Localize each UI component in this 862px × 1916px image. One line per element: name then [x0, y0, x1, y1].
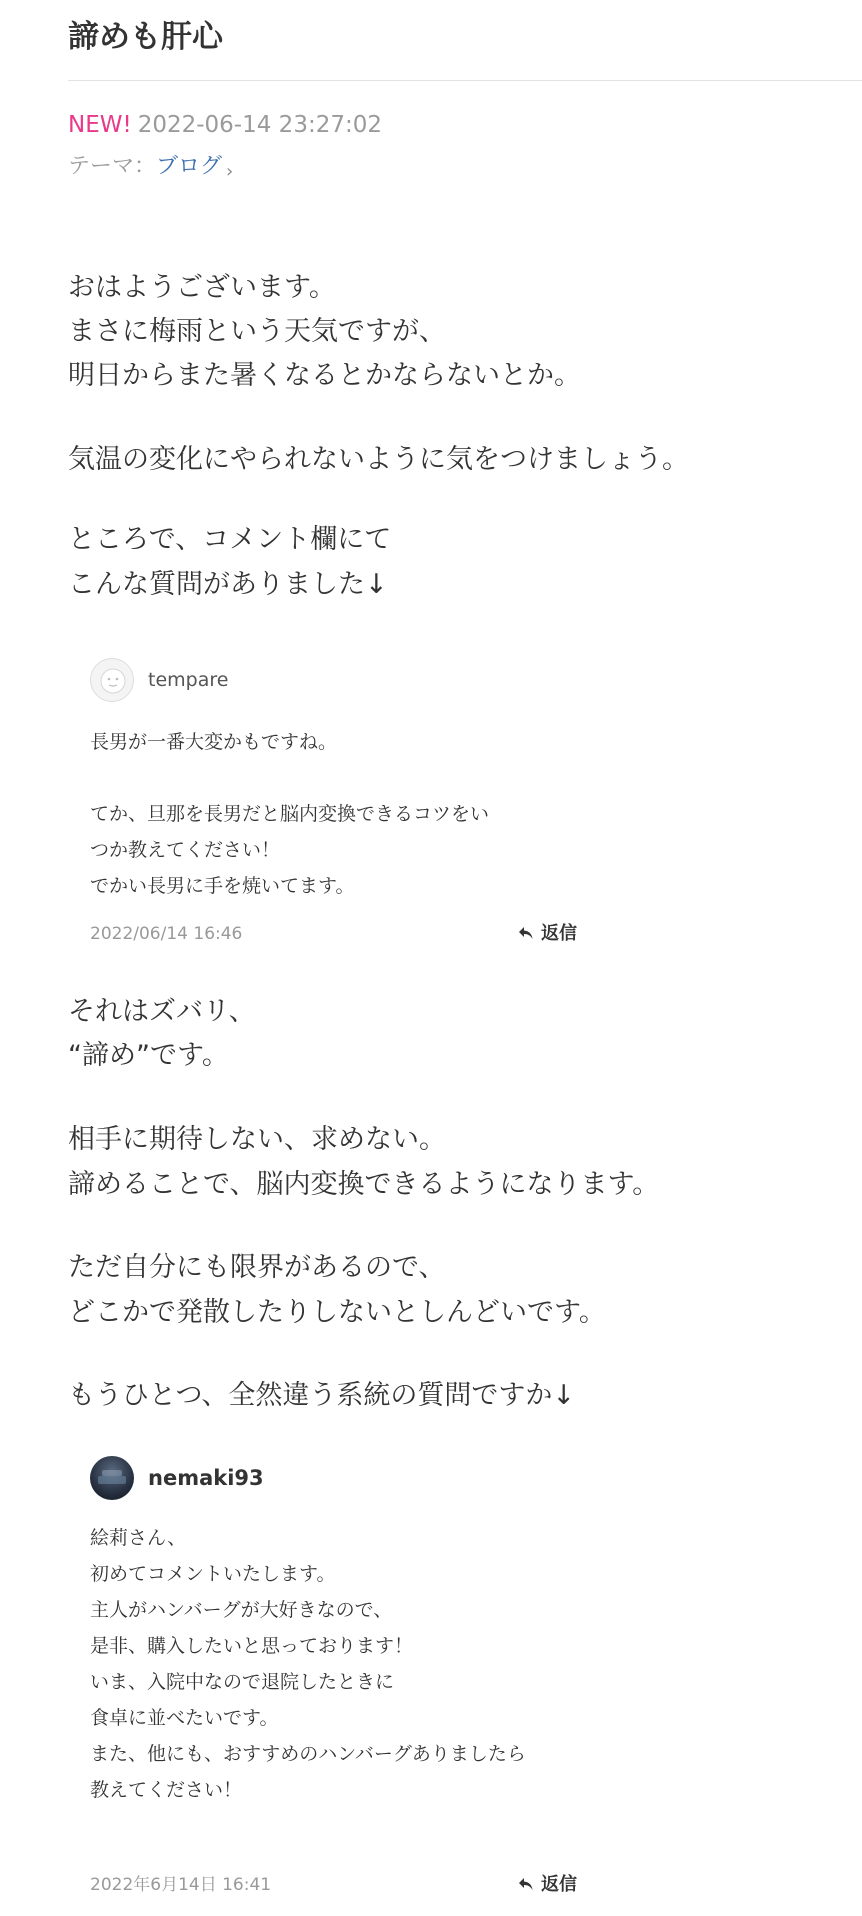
- body-text-line: まさに梅雨という天気ですが、: [68, 316, 446, 347]
- comment-line: 是非、購入したいと思っております！: [90, 1635, 414, 1657]
- article-title: 諦めも肝心: [68, 19, 223, 55]
- comment-line: つか教えてください！: [90, 839, 281, 861]
- reply-button[interactable]: [517, 921, 577, 947]
- reply-icon: [517, 924, 535, 942]
- reply-button[interactable]: [517, 1872, 577, 1898]
- comment-author[interactable]: tempare: [148, 669, 229, 691]
- article-datetime: 2022-06-14 23:27:02: [137, 112, 382, 138]
- body-text-line: 諦めることで、脳内変換できるようになります。: [68, 1169, 660, 1200]
- reply-label: 返信: [541, 1874, 577, 1895]
- body-text-line: “諦め”です。: [68, 1040, 229, 1071]
- comment-line: でかい長男に手を焼いてます。: [90, 875, 355, 897]
- article-meta: [68, 108, 382, 142]
- comment-line: また、他にも、おすすめのハンバーグありましたら: [90, 1743, 526, 1765]
- reply-icon: [517, 1875, 535, 1893]
- avatar[interactable]: [90, 1456, 134, 1500]
- profile-photo: [90, 1456, 134, 1500]
- body-text-line: 相手に期待しない、求めない。: [68, 1124, 446, 1155]
- comment-line: 教えてください！: [90, 1779, 243, 1801]
- comment-line: てか、旦那を長男だと脳内変換できるコツをい: [90, 803, 490, 825]
- comment-body: [90, 724, 489, 904]
- body-text-line: 気温の変化にやられないように気をつけましょう。: [68, 444, 689, 475]
- default-user-icon: [91, 659, 135, 703]
- body-text-line: おはようございます。: [68, 272, 336, 303]
- body-text-line: もうひとつ、全然違う系統の質問ですか↓: [68, 1380, 576, 1411]
- theme-label: テーマ：: [68, 154, 157, 179]
- avatar[interactable]: [90, 658, 134, 702]
- body-text-line: どこかで発散したりしないとしんどいです。: [68, 1297, 606, 1328]
- body-text-line: ところで、コメント欄にて: [68, 524, 392, 555]
- body-text-line: それはズバリ、: [68, 996, 256, 1027]
- reply-label: 返信: [541, 923, 577, 944]
- comment-line: 食卓に並べたいです。: [90, 1707, 279, 1729]
- comment-line: いま、入院中なので退院したときに: [90, 1671, 395, 1693]
- comment-line: 絵莉さん、: [90, 1527, 187, 1549]
- embedded-comment: [90, 1456, 650, 1896]
- embedded-comment: [90, 658, 650, 958]
- comment-date: 2022/06/14 16:46: [90, 924, 243, 944]
- comment-body: [90, 1520, 526, 1808]
- comment-date: 2022年6月14日 16:41: [90, 1875, 272, 1895]
- new-badge: NEW!: [68, 112, 132, 138]
- chevron-right-icon: ›: [226, 161, 234, 182]
- body-text-line: ただ自分にも限界があるので、: [68, 1252, 446, 1283]
- comment-line: 長男が一番大変かもですね。: [90, 731, 338, 753]
- article-theme: [68, 150, 233, 185]
- comment-line: 主人がハンバーグが大好きなので、: [90, 1599, 393, 1621]
- body-text-line: 明日からまた暑くなるとかならないとか。: [68, 360, 581, 391]
- body-text-line: こんな質問がありました↓: [68, 569, 388, 600]
- title-divider: [68, 80, 862, 81]
- theme-link[interactable]: ブログ: [156, 154, 223, 179]
- comment-line: [90, 760, 489, 796]
- comment-author[interactable]: nemaki93: [148, 1466, 264, 1490]
- comment-line: 初めてコメントいたします。: [90, 1563, 336, 1585]
